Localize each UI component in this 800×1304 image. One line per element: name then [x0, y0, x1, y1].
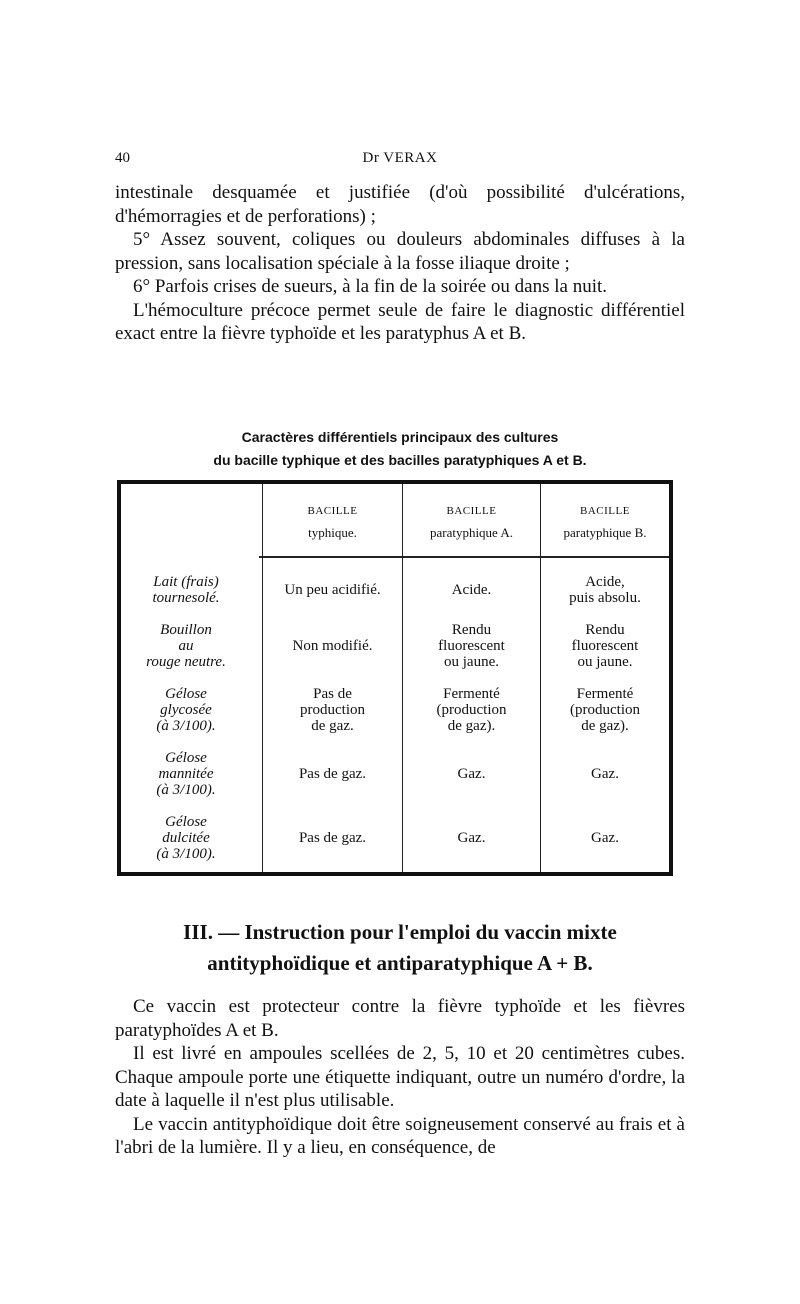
- table-cell: Gaz.: [591, 830, 619, 846]
- table-cell: Un peu acidifié.: [284, 582, 381, 598]
- paragraph: Il est livré en ampoules scellées de 2, 5, 10 et 20 centimètres cubes. Chaque ampoule porte une étiquette indiquant, outre un numéro d'ordre, la date à laquelle il n'est plus utilisable.: [115, 1043, 685, 1111]
- row-label: Bouillon au rouge neutre.: [146, 622, 226, 670]
- row-label: Gélose glycosée (à 3/100).: [156, 686, 216, 734]
- table-cell: Rendu fluorescent ou jaune.: [438, 622, 505, 670]
- table-cell: Gaz.: [457, 830, 486, 846]
- column-header: BACILLE paratyphique A.: [429, 505, 514, 540]
- table-cell: Non modifié.: [292, 638, 373, 654]
- row-label: Gélose dulcitée (à 3/100).: [156, 814, 216, 862]
- caption-line: Caractères différentiels principaux des cultures: [241, 429, 559, 445]
- table-cell: Rendu fluorescent ou jaune.: [571, 622, 639, 670]
- table-cell: Gaz.: [457, 766, 486, 782]
- table-cell: Fermenté (production de gaz).: [436, 686, 507, 734]
- table-caption: [115, 426, 685, 472]
- paragraph: Ce vaccin est protecteur contre la fièvre typhoïde et les fièvres paratyphoïdes A et B.: [115, 996, 685, 1041]
- table-cell: Acide, puis absolu.: [569, 574, 641, 606]
- table-cell: Pas de gaz.: [298, 766, 367, 782]
- page-header: [115, 150, 685, 170]
- paragraph: 6° Parfois crises de sueurs, à la fin de la soirée ou dans la nuit.: [133, 276, 608, 297]
- table-cell: Pas de gaz.: [298, 830, 367, 846]
- table-cell: Gaz.: [591, 766, 619, 782]
- row-label: Lait (frais) tournesolé.: [152, 574, 220, 606]
- paragraph: L'hémoculture précoce permet seule de faire le diagnostic différentiel exact entre la fièvre typhoïde et les paratyphus A et B.: [115, 299, 685, 344]
- column-header: BACILLE paratyphique B.: [563, 505, 647, 540]
- running-title: Dr VERAX: [362, 150, 438, 166]
- vaccine-text: [115, 995, 685, 1160]
- paragraph: Le vaccin antityphoïdique doit être soigneusement conservé au frais et à l'abri de la lumière. Il y a lieu, en conséquence, de: [115, 1113, 685, 1158]
- table-cell: Acide.: [451, 582, 492, 598]
- page-number: 40: [115, 150, 130, 166]
- table-cell: Fermenté (production de gaz).: [570, 686, 640, 734]
- paragraph: 5° Assez souvent, coliques ou douleurs abdominales diffuses à la pression, sans localisation spéciale à la fosse iliaque droite ;: [115, 229, 685, 274]
- section-title: III. — Instruction pour l'emploi du vaccin mixte antityphoïdique et antiparatyphique A + B.: [183, 920, 617, 975]
- paragraph: intestinale desquamée et justifiée (d'où possibilité d'ulcérations, d'hémorragies et de perforations) ;: [115, 182, 685, 227]
- culture-table: [117, 480, 673, 876]
- intro-text: [115, 181, 685, 346]
- row-label: Gélose mannitée (à 3/100).: [156, 750, 216, 798]
- header-rule: [259, 556, 669, 558]
- caption-line: du bacille typhique et des bacilles paratyphiques A et B.: [213, 452, 587, 468]
- column-header: BACILLE typhique.: [307, 505, 358, 540]
- table-cell: Pas de production de gaz.: [300, 686, 365, 734]
